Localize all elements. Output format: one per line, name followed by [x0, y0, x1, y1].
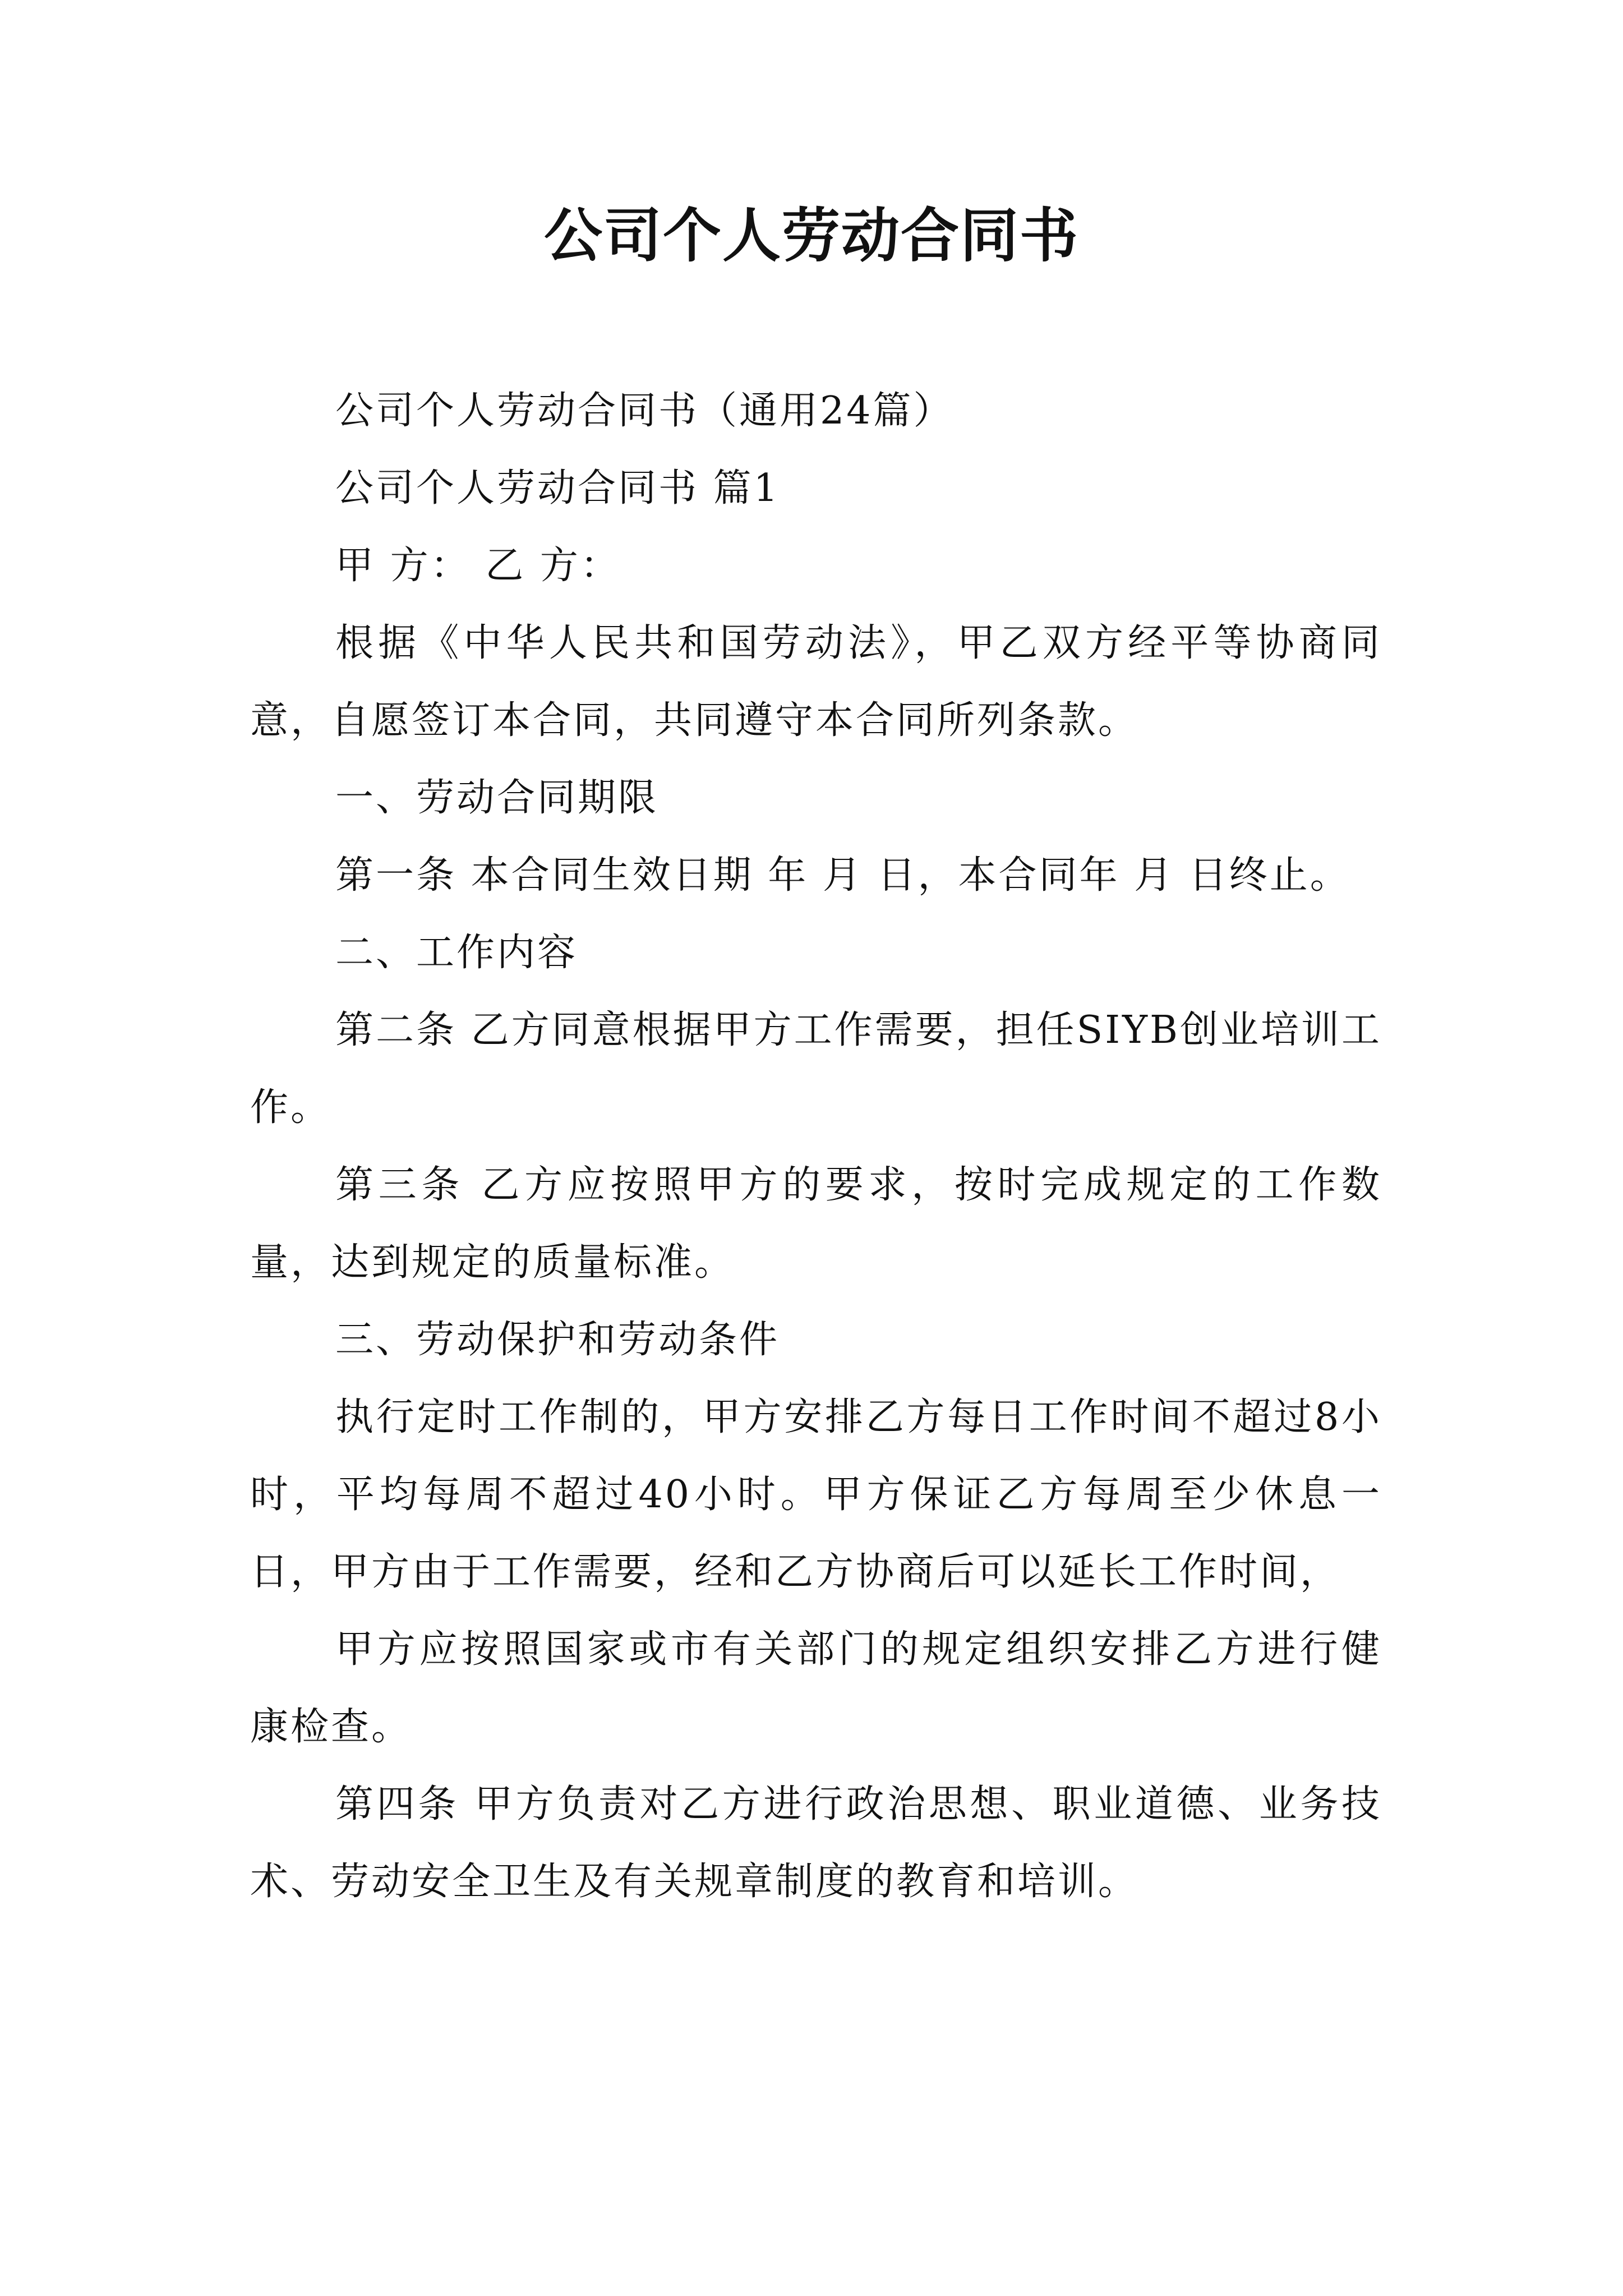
- paragraph-preamble: 根据《中华人民共和国劳动法》，甲乙双方经平等协商同意，自愿签订本合同，共同遵守本合同所列条款。: [250, 621, 1382, 743]
- document-body: [250, 372, 1382, 1921]
- paragraph-article-2: 第二条 乙方同意根据甲方工作需要，担任SIYB创业培训工作。: [250, 1008, 1382, 1130]
- paragraph-article-1: 第一条 本合同生效日期 年 月 日，本合同年 月 日终止。: [335, 853, 1350, 898]
- paragraph-parties: 甲 方： 乙 方：: [335, 544, 621, 588]
- paragraph-health-check: 甲方应按照国家或市有关部门的规定组织安排乙方进行健康检查。: [250, 1627, 1382, 1749]
- paragraph-subtitle: 公司个人劳动合同书（通用24篇）: [335, 389, 954, 433]
- paragraph-working-hours: 执行定时工作制的，甲方安排乙方每日工作时间不超过8小时，平均每周不超过40小时。甲方保证乙方每周至少休息一日，甲方由于工作需要，经和乙方协商后可以延长工作时间，: [250, 1395, 1382, 1594]
- paragraph-section-heading: 公司个人劳动合同书 篇1: [335, 466, 780, 510]
- heading-labor-protection: 三、劳动保护和劳动条件: [335, 1318, 780, 1362]
- heading-work-content: 二、工作内容: [335, 931, 578, 975]
- paragraph-article-3: 第三条 乙方应按照甲方的要求，按时完成规定的工作数量，达到规定的质量标准。: [250, 1163, 1382, 1285]
- paragraph-article-4: 第四条 甲方负责对乙方进行政治思想、职业道德、业务技术、劳动安全卫生及有关规章制度的教育和培训。: [250, 1782, 1382, 1904]
- heading-contract-term: 一、劳动合同期限: [335, 776, 659, 820]
- document-title: 公司个人劳动合同书: [543, 201, 1079, 270]
